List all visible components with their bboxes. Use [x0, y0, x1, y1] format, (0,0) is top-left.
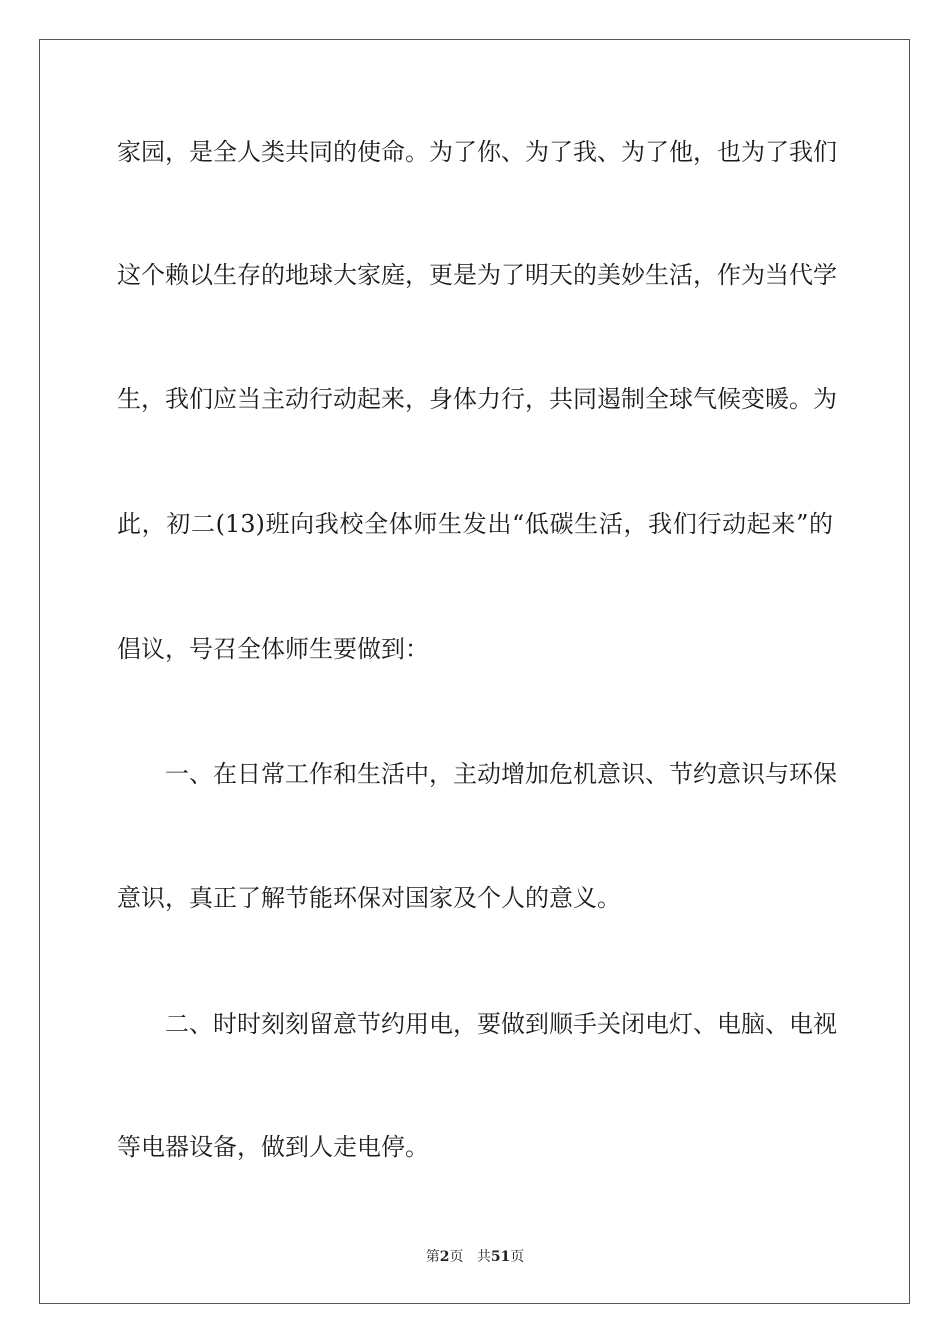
- footer-total-prefix: 共: [476, 1249, 491, 1265]
- text-line-6: 一、在日常工作和生活中，主动增加危机意识、节约意识与环保: [165, 760, 837, 788]
- text-line-8: 二、时时刻刻留意节约用电，要做到顺手关闭电灯、电脑、电视: [165, 1010, 837, 1038]
- text-line-7: 意识，真正了解节能环保对国家及个人的意义。: [117, 884, 621, 912]
- text-line-2: 这个赖以生存的地球大家庭，更是为了明天的美妙生活，作为当代学: [117, 261, 837, 289]
- page-border: [39, 39, 910, 1304]
- page-footer: [0, 1248, 950, 1266]
- footer-page-prefix: 第: [425, 1249, 440, 1265]
- text-line-5: 倡议，号召全体师生要做到：: [117, 635, 429, 663]
- text-line-9: 等电器设备，做到人走电停。: [117, 1133, 429, 1161]
- footer-page-suffix: 页: [449, 1249, 464, 1265]
- text-line-1: 家园，是全人类共同的使命。为了你、为了我、为了他，也为了我们: [117, 138, 837, 166]
- text-line-3: 生，我们应当主动行动起来，身体力行，共同遏制全球气候变暖。为: [117, 385, 837, 413]
- footer-page-number: 2: [439, 1249, 450, 1265]
- footer-total-pages: 51: [490, 1249, 511, 1265]
- text-line-4: 此，初二(13)班向我校全体师生发出“低碳生活，我们行动起来”的: [117, 510, 833, 538]
- footer-total-suffix: 页: [510, 1249, 525, 1265]
